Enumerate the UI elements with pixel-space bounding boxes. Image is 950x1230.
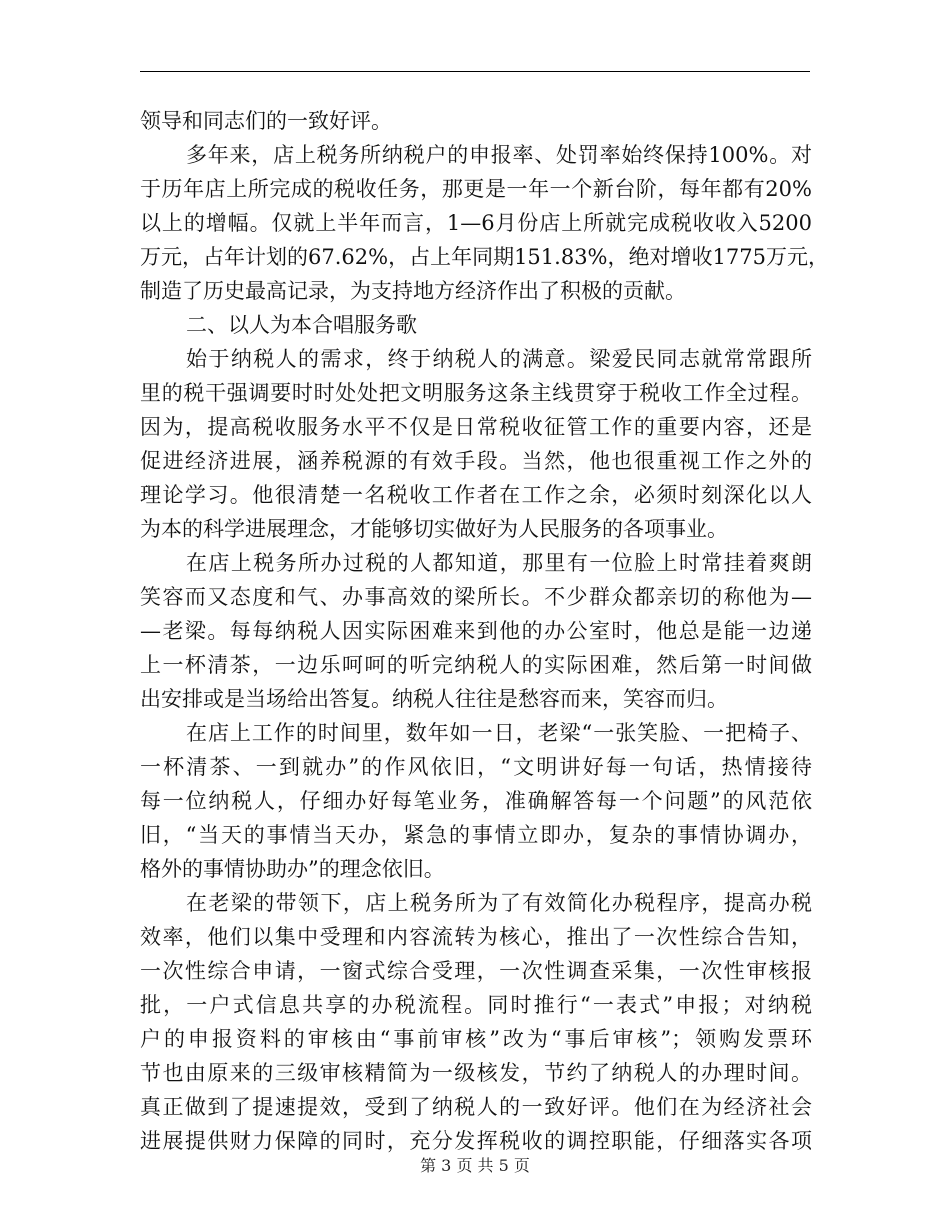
- page-footer: 第 3 页 共 5 页: [420, 1156, 530, 1175]
- text-line: 笑容而又态度和气、办事高效的梁所长。不少群众都亲切的称他为—: [140, 585, 812, 609]
- text-line: 二、以人为本合唱服务歌: [186, 313, 417, 337]
- text-line: 里的税干强调要时时处处把文明服务这条主线贯穿于税收工作全过程。: [140, 381, 812, 405]
- text-line: 万元，占年计划的67.62%，占上年同期151.83%，绝对增收1775万元，: [140, 245, 829, 269]
- text-line: 以上的增幅。仅就上半年而言，1—6月份店上所就完成税收收入5200: [140, 211, 812, 235]
- text-line: 促进经济进展，涵养税源的有效手段。当然，他也很重视工作之外的: [140, 449, 812, 473]
- text-line: 制造了历史最高记录，为支持地方经济作出了积极的贡献。: [140, 279, 686, 303]
- text-line: 理论学习。他很清楚一名税收工作者在工作之余，必须时刻深化以人: [140, 483, 812, 507]
- text-line: 每一位纳税人，仔细办好每笔业务，准确解答每一个问题”的风范依: [140, 789, 812, 813]
- text-line: —老梁。每每纳税人因实际困难来到他的办公室时，他总是能一边递: [140, 619, 812, 643]
- text-line: 在店上税务所办过税的人都知道，那里有一位脸上时常挂着爽朗: [186, 551, 812, 575]
- text-line: 批，一户式信息共享的办税流程。同时推行“一表式”申报；对纳税: [140, 993, 812, 1017]
- text-line: 旧，“当天的事情当天办，紧急的事情立即办，复杂的事情协调办，: [140, 823, 812, 847]
- text-line: 一次性综合申请，一窗式综合受理，一次性调查采集，一次性审核报: [140, 959, 812, 983]
- text-line: 始于纳税人的需求，终于纳税人的满意。梁爱民同志就常常跟所: [186, 347, 812, 371]
- header-rule: [140, 71, 810, 72]
- text-line: 节也由原来的三级审核精简为一级核发，节约了纳税人的办理时间。: [140, 1061, 812, 1085]
- text-line: 因为，提高税收服务水平不仅是日常税收征管工作的重要内容，还是: [140, 415, 812, 439]
- body-text: [140, 104, 829, 1158]
- text-line: 多年来，店上税务所纳税户的申报率、处罚率始终保持100%。对: [186, 143, 812, 167]
- text-line: 在店上工作的时间里，数年如一日，老梁“一张笑脸、一把椅子、: [186, 721, 812, 745]
- text-line: 领导和同志们的一致好评。: [140, 109, 392, 133]
- text-line: 一杯清茶、一到就办”的作风依旧，“文明讲好每一句话，热情接待: [140, 755, 812, 779]
- text-line: 格外的事情协助办”的理念依旧。: [140, 857, 445, 881]
- text-line: 上一杯清茶，一边乐呵呵的听完纳税人的实际困难，然后第一时间做: [140, 653, 812, 677]
- text-line: 于历年店上所完成的税收任务，那更是一年一个新台阶，每年都有20%: [140, 177, 812, 201]
- text-line: 效率，他们以集中受理和内容流转为核心，推出了一次性综合告知，: [140, 925, 812, 949]
- text-line: 户的申报资料的审核由“事前审核”改为“事后审核”；领购发票环: [140, 1027, 812, 1051]
- text-line: 出安排或是当场给出答复。纳税人往往是愁容而来，笑容而归。: [140, 687, 728, 711]
- text-line: 为本的科学进展理念，才能够切实做好为人民服务的各项事业。: [140, 517, 728, 541]
- text-line: 真正做到了提速提效，受到了纳税人的一致好评。他们在为经济社会: [140, 1095, 812, 1119]
- text-line: 进展提供财力保障的同时，充分发挥税收的调控职能，仔细落实各项: [140, 1129, 812, 1153]
- text-line: 在老梁的带领下，店上税务所为了有效简化办税程序，提高办税: [186, 891, 812, 915]
